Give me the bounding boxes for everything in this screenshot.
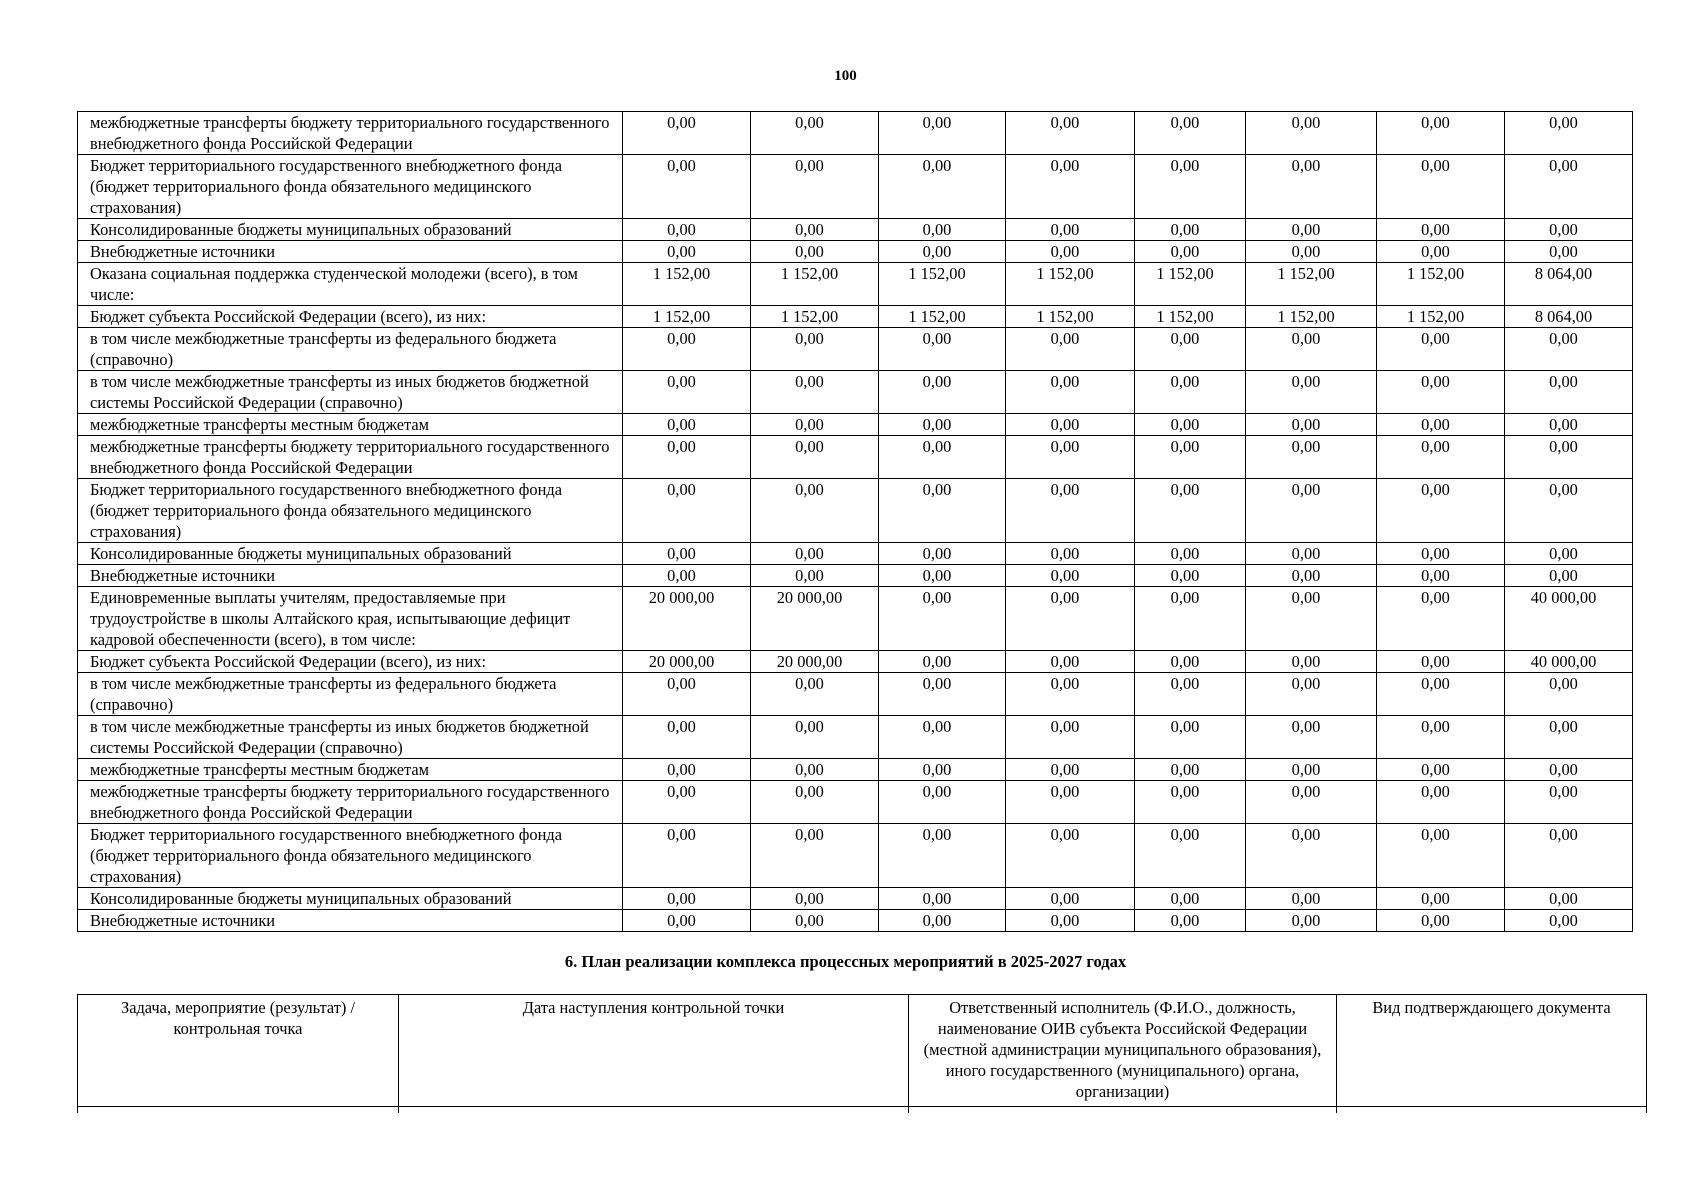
value-cell: 0,00 [751, 759, 879, 781]
value-cell: 0,00 [1246, 371, 1377, 414]
value-cell: 0,00 [1246, 824, 1377, 888]
value-cell: 0,00 [623, 759, 751, 781]
value-cell: 0,00 [1377, 781, 1505, 824]
value-cell: 0,00 [879, 651, 1006, 673]
row-label: в том числе межбюджетные трансферты из иных бюджетов бюджетной системы Российской Федерации (справочно) [78, 716, 623, 759]
value-cell: 0,00 [1505, 112, 1633, 155]
row-label: межбюджетные трансферты бюджету территориального государственного внебюджетного фонда Российской Федерации [78, 112, 623, 155]
plan-header-responsible: Ответственный исполнитель (Ф.И.О., должность, наименование ОИВ субъекта Российской Федерации (местной администрации муниципального образования), иного государственного (муниципального) органа, организации) [909, 995, 1337, 1107]
value-cell: 0,00 [623, 414, 751, 436]
value-cell: 0,00 [1246, 328, 1377, 371]
value-cell: 0,00 [1135, 673, 1246, 716]
value-cell: 1 152,00 [1246, 306, 1377, 328]
value-cell: 0,00 [879, 219, 1006, 241]
plan-table [77, 994, 1647, 1113]
value-cell: 0,00 [1377, 479, 1505, 543]
value-cell: 0,00 [1377, 543, 1505, 565]
value-cell: 0,00 [1505, 716, 1633, 759]
value-cell: 0,00 [879, 781, 1006, 824]
value-cell: 0,00 [751, 673, 879, 716]
value-cell: 0,00 [1377, 328, 1505, 371]
value-cell: 1 152,00 [1377, 306, 1505, 328]
value-cell: 0,00 [623, 241, 751, 263]
value-cell: 0,00 [1505, 781, 1633, 824]
value-cell: 0,00 [879, 888, 1006, 910]
value-cell: 0,00 [1377, 112, 1505, 155]
value-cell: 0,00 [1377, 910, 1505, 932]
table-row [78, 241, 1633, 263]
value-cell: 0,00 [1006, 587, 1135, 651]
value-cell: 0,00 [1505, 565, 1633, 587]
value-cell: 0,00 [1505, 824, 1633, 888]
value-cell: 0,00 [1377, 716, 1505, 759]
budget-table [77, 111, 1633, 932]
value-cell: 0,00 [751, 219, 879, 241]
value-cell: 0,00 [879, 241, 1006, 263]
value-cell: 0,00 [1135, 112, 1246, 155]
value-cell: 0,00 [623, 479, 751, 543]
value-cell: 0,00 [1006, 436, 1135, 479]
row-label: Бюджет субъекта Российской Федерации (всего), из них: [78, 306, 623, 328]
plan-cell [78, 1107, 399, 1114]
value-cell: 1 152,00 [879, 263, 1006, 306]
value-cell: 1 152,00 [1006, 263, 1135, 306]
value-cell: 0,00 [1006, 759, 1135, 781]
value-cell: 0,00 [623, 219, 751, 241]
value-cell: 1 152,00 [751, 263, 879, 306]
value-cell: 1 152,00 [1135, 306, 1246, 328]
table-row [78, 565, 1633, 587]
value-cell: 0,00 [1377, 155, 1505, 219]
value-cell: 0,00 [1135, 888, 1246, 910]
value-cell: 0,00 [1135, 241, 1246, 263]
table-row [78, 328, 1633, 371]
value-cell: 0,00 [1377, 651, 1505, 673]
value-cell: 0,00 [1377, 587, 1505, 651]
value-cell: 0,00 [1246, 479, 1377, 543]
value-cell: 0,00 [751, 479, 879, 543]
plan-cell [399, 1107, 909, 1114]
value-cell: 1 152,00 [1377, 263, 1505, 306]
value-cell: 0,00 [879, 371, 1006, 414]
value-cell: 0,00 [1006, 328, 1135, 371]
table-row [78, 436, 1633, 479]
value-cell: 0,00 [751, 436, 879, 479]
row-label: межбюджетные трансферты местным бюджетам [78, 759, 623, 781]
value-cell: 0,00 [1505, 328, 1633, 371]
page-number: 100 [834, 68, 857, 84]
value-cell: 1 152,00 [1135, 263, 1246, 306]
value-cell: 0,00 [751, 112, 879, 155]
row-label: межбюджетные трансферты бюджету территориального государственного внебюджетного фонда Российской Федерации [78, 436, 623, 479]
table-row [78, 673, 1633, 716]
value-cell: 0,00 [1006, 781, 1135, 824]
value-cell: 0,00 [623, 112, 751, 155]
row-label: Бюджет территориального государственного внебюджетного фонда (бюджет территориального фонда обязательного медицинского страхования) [78, 824, 623, 888]
row-label: межбюджетные трансферты бюджету территориального государственного внебюджетного фонда Российской Федерации [78, 781, 623, 824]
value-cell: 0,00 [1505, 371, 1633, 414]
value-cell: 0,00 [751, 781, 879, 824]
row-label: Бюджет территориального государственного внебюджетного фонда (бюджет территориального фонда обязательного медицинского страхования) [78, 155, 623, 219]
value-cell: 0,00 [1246, 241, 1377, 263]
value-cell: 0,00 [751, 155, 879, 219]
row-label: в том числе межбюджетные трансферты из федерального бюджета (справочно) [78, 673, 623, 716]
value-cell: 0,00 [1246, 910, 1377, 932]
value-cell: 20 000,00 [623, 587, 751, 651]
value-cell: 0,00 [623, 328, 751, 371]
table-row [78, 479, 1633, 543]
value-cell: 20 000,00 [751, 651, 879, 673]
section-title: 6. План реализации комплекса процессных мероприятий в 2025-2027 годах [564, 952, 1127, 971]
table-row [78, 888, 1633, 910]
value-cell: 0,00 [1135, 436, 1246, 479]
value-cell: 0,00 [623, 565, 751, 587]
value-cell: 0,00 [1246, 587, 1377, 651]
row-label: Консолидированные бюджеты муниципальных образований [78, 888, 623, 910]
value-cell: 1 152,00 [623, 306, 751, 328]
value-cell: 1 152,00 [1246, 263, 1377, 306]
row-label: Внебюджетные источники [78, 565, 623, 587]
value-cell: 0,00 [1377, 824, 1505, 888]
row-label: Внебюджетные источники [78, 910, 623, 932]
value-cell: 0,00 [1135, 414, 1246, 436]
value-cell: 0,00 [879, 673, 1006, 716]
value-cell: 0,00 [751, 414, 879, 436]
value-cell: 0,00 [1006, 414, 1135, 436]
value-cell: 40 000,00 [1505, 587, 1633, 651]
table-row [78, 824, 1633, 888]
table-row [78, 651, 1633, 673]
table-row [78, 543, 1633, 565]
value-cell: 0,00 [751, 565, 879, 587]
value-cell: 0,00 [623, 543, 751, 565]
value-cell: 0,00 [1006, 716, 1135, 759]
value-cell: 0,00 [1377, 888, 1505, 910]
value-cell: 0,00 [1135, 824, 1246, 888]
value-cell: 0,00 [879, 587, 1006, 651]
value-cell: 0,00 [1505, 888, 1633, 910]
table-row [78, 371, 1633, 414]
value-cell: 0,00 [1135, 219, 1246, 241]
value-cell: 0,00 [1006, 219, 1135, 241]
value-cell: 0,00 [1505, 241, 1633, 263]
value-cell: 0,00 [623, 436, 751, 479]
value-cell: 0,00 [1246, 155, 1377, 219]
value-cell: 0,00 [1246, 436, 1377, 479]
row-label: Консолидированные бюджеты муниципальных образований [78, 543, 623, 565]
value-cell: 0,00 [623, 716, 751, 759]
table-row [78, 716, 1633, 759]
value-cell: 0,00 [623, 673, 751, 716]
value-cell: 8 064,00 [1505, 306, 1633, 328]
row-label: межбюджетные трансферты местным бюджетам [78, 414, 623, 436]
value-cell: 1 152,00 [879, 306, 1006, 328]
plan-header-date: Дата наступления контрольной точки [399, 995, 909, 1107]
value-cell: 0,00 [751, 328, 879, 371]
value-cell: 0,00 [1006, 565, 1135, 587]
value-cell: 0,00 [1006, 651, 1135, 673]
value-cell: 0,00 [623, 371, 751, 414]
value-cell: 0,00 [1246, 781, 1377, 824]
value-cell: 0,00 [623, 781, 751, 824]
value-cell: 0,00 [1377, 371, 1505, 414]
value-cell: 0,00 [1006, 824, 1135, 888]
row-label: Бюджет территориального государственного внебюджетного фонда (бюджет территориального фонда обязательного медицинского страхования) [78, 479, 623, 543]
table-row [78, 219, 1633, 241]
value-cell: 0,00 [1135, 479, 1246, 543]
value-cell: 0,00 [1505, 759, 1633, 781]
value-cell: 1 152,00 [751, 306, 879, 328]
value-cell: 0,00 [1377, 565, 1505, 587]
value-cell: 0,00 [1505, 673, 1633, 716]
value-cell: 0,00 [1505, 219, 1633, 241]
value-cell: 0,00 [751, 910, 879, 932]
value-cell: 1 152,00 [623, 263, 751, 306]
value-cell: 0,00 [1135, 716, 1246, 759]
value-cell: 0,00 [1006, 910, 1135, 932]
value-cell: 0,00 [1246, 759, 1377, 781]
value-cell: 0,00 [1246, 888, 1377, 910]
row-label: Оказана социальная поддержка студенческой молодежи (всего), в том числе: [78, 263, 623, 306]
value-cell: 0,00 [879, 414, 1006, 436]
table-row [78, 759, 1633, 781]
value-cell: 0,00 [751, 888, 879, 910]
value-cell: 0,00 [1246, 716, 1377, 759]
value-cell: 0,00 [751, 824, 879, 888]
value-cell: 0,00 [1135, 543, 1246, 565]
value-cell: 0,00 [623, 888, 751, 910]
value-cell: 0,00 [879, 824, 1006, 888]
value-cell: 0,00 [1006, 112, 1135, 155]
row-label: в том числе межбюджетные трансферты из иных бюджетов бюджетной системы Российской Федерации (справочно) [78, 371, 623, 414]
value-cell: 0,00 [1505, 155, 1633, 219]
table-row [78, 587, 1633, 651]
plan-header-task: Задача, мероприятие (результат) / контрольная точка [78, 995, 399, 1107]
plan-cell [909, 1107, 1337, 1114]
value-cell: 0,00 [623, 824, 751, 888]
value-cell: 0,00 [1505, 414, 1633, 436]
value-cell: 0,00 [879, 328, 1006, 371]
value-cell: 0,00 [623, 155, 751, 219]
plan-table-header-row [78, 995, 1647, 1107]
value-cell: 40 000,00 [1505, 651, 1633, 673]
value-cell: 0,00 [1505, 436, 1633, 479]
plan-cell [1337, 1107, 1647, 1114]
value-cell: 1 152,00 [1006, 306, 1135, 328]
value-cell: 0,00 [1135, 328, 1246, 371]
value-cell: 0,00 [1006, 155, 1135, 219]
value-cell: 0,00 [879, 112, 1006, 155]
value-cell: 0,00 [1246, 543, 1377, 565]
budget-table-body [78, 112, 1633, 932]
table-row [78, 910, 1633, 932]
value-cell: 0,00 [1377, 414, 1505, 436]
row-label: Консолидированные бюджеты муниципальных образований [78, 219, 623, 241]
value-cell: 0,00 [1505, 479, 1633, 543]
plan-table-row [78, 1107, 1647, 1114]
value-cell: 0,00 [879, 759, 1006, 781]
value-cell: 0,00 [1377, 219, 1505, 241]
value-cell: 0,00 [1246, 651, 1377, 673]
value-cell: 20 000,00 [623, 651, 751, 673]
value-cell: 0,00 [879, 716, 1006, 759]
value-cell: 0,00 [1135, 587, 1246, 651]
value-cell: 0,00 [1377, 241, 1505, 263]
value-cell: 0,00 [879, 155, 1006, 219]
table-row [78, 306, 1633, 328]
row-label: в том числе межбюджетные трансферты из федерального бюджета (справочно) [78, 328, 623, 371]
table-row [78, 781, 1633, 824]
value-cell: 0,00 [1135, 759, 1246, 781]
value-cell: 0,00 [879, 436, 1006, 479]
value-cell: 0,00 [1006, 888, 1135, 910]
value-cell: 0,00 [1377, 759, 1505, 781]
value-cell: 0,00 [1505, 910, 1633, 932]
value-cell: 0,00 [879, 543, 1006, 565]
plan-header-document: Вид подтверждающего документа [1337, 995, 1647, 1107]
value-cell: 0,00 [751, 716, 879, 759]
value-cell: 0,00 [1246, 414, 1377, 436]
value-cell: 0,00 [879, 479, 1006, 543]
value-cell: 0,00 [1377, 436, 1505, 479]
value-cell: 0,00 [1135, 910, 1246, 932]
value-cell: 0,00 [1246, 565, 1377, 587]
value-cell: 0,00 [751, 543, 879, 565]
value-cell: 8 064,00 [1505, 263, 1633, 306]
value-cell: 20 000,00 [751, 587, 879, 651]
value-cell: 0,00 [1135, 155, 1246, 219]
value-cell: 0,00 [1006, 673, 1135, 716]
value-cell: 0,00 [1246, 112, 1377, 155]
row-label: Внебюджетные источники [78, 241, 623, 263]
value-cell: 0,00 [1006, 371, 1135, 414]
table-row [78, 112, 1633, 155]
value-cell: 0,00 [1135, 781, 1246, 824]
value-cell: 0,00 [1006, 241, 1135, 263]
table-row [78, 263, 1633, 306]
row-label: Единовременные выплаты учителям, предоставляемые при трудоустройстве в школы Алтайского края, испытывающие дефицит кадровой обеспеченности (всего), в том числе: [78, 587, 623, 651]
row-label: Бюджет субъекта Российской Федерации (всего), из них: [78, 651, 623, 673]
value-cell: 0,00 [1135, 371, 1246, 414]
value-cell: 0,00 [1246, 219, 1377, 241]
value-cell: 0,00 [1505, 543, 1633, 565]
value-cell: 0,00 [751, 241, 879, 263]
value-cell: 0,00 [1006, 543, 1135, 565]
table-row [78, 414, 1633, 436]
value-cell: 0,00 [1135, 565, 1246, 587]
value-cell: 0,00 [879, 910, 1006, 932]
value-cell: 0,00 [1135, 651, 1246, 673]
value-cell: 0,00 [751, 371, 879, 414]
value-cell: 0,00 [1006, 479, 1135, 543]
value-cell: 0,00 [1246, 673, 1377, 716]
value-cell: 0,00 [1377, 673, 1505, 716]
value-cell: 0,00 [879, 565, 1006, 587]
value-cell: 0,00 [623, 910, 751, 932]
table-row [78, 155, 1633, 219]
